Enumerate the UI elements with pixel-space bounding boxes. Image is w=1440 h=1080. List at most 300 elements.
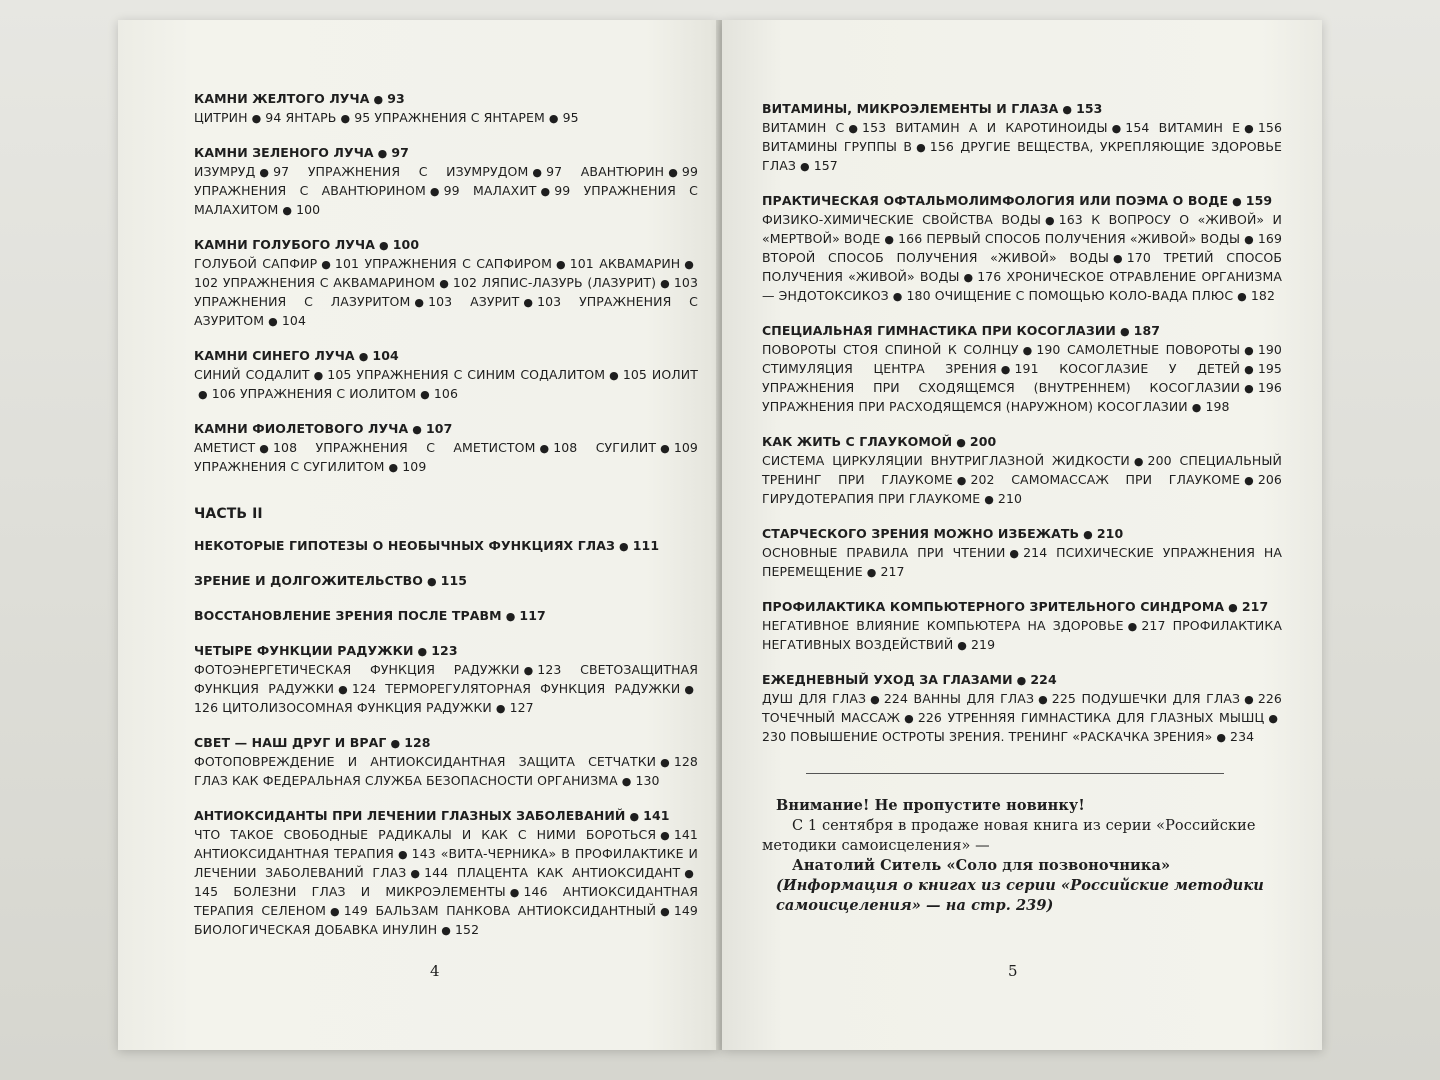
entry-page: 214 [1023, 545, 1048, 560]
bullet-icon: ● [340, 112, 351, 125]
entry-page: 182 [1250, 288, 1276, 303]
bullet-icon: ● [660, 756, 670, 769]
section-page: 153 [1076, 101, 1103, 116]
bullet-icon: ● [1111, 122, 1122, 135]
entry-page: 109 [673, 440, 698, 455]
toc-section [194, 90, 698, 128]
bullet-icon: ● [660, 905, 670, 918]
toc-entry [223, 275, 477, 290]
section-title: ВОССТАНОВЛЕНИЕ ЗРЕНИЯ ПОСЛЕ ТРАВМ [194, 608, 502, 623]
toc-entry [762, 212, 1083, 227]
right-page-number: 5 [1008, 962, 1018, 980]
bullet-icon: ● [984, 493, 994, 506]
toc-section [194, 420, 698, 477]
entry-title: УПРАЖНЕНИЯ С ИОЛИТОМ [239, 386, 417, 401]
bullet-icon: ● [956, 436, 966, 449]
section-items [194, 826, 698, 940]
bullet-icon: ● [426, 575, 437, 588]
toc-entry [316, 440, 578, 455]
bullet-icon: ● [495, 702, 506, 715]
right-page [722, 20, 1322, 1050]
bullet-icon: ● [1244, 363, 1254, 376]
entry-title: УПРАЖНЕНИЯ С САПФИРОМ [364, 256, 552, 271]
entry-title: СУГИЛИТ [595, 440, 657, 455]
bullet-icon: ● [957, 639, 967, 652]
bullet-icon: ● [963, 271, 974, 284]
toc-entry [308, 164, 562, 179]
bullet-icon: ● [1216, 731, 1227, 744]
section-heading [194, 537, 698, 556]
entry-title: «ВИТА-ЧЕРНИКА» В ПРОФИЛАКТИКЕ И ЛЕЧЕНИИ ЗАБОЛЕВАНИЙ ГЛАЗ [194, 846, 698, 880]
left-page [118, 20, 718, 1050]
entry-page: 154 [1125, 120, 1150, 135]
entry-title: ГИРУДОТЕРАПИЯ ПРИ ГЛАУКОМЕ [762, 491, 981, 506]
bullet-icon: ● [441, 924, 451, 937]
section-heading [194, 807, 698, 826]
bullet-icon: ● [390, 737, 401, 750]
section-heading [194, 236, 698, 255]
entry-title: ТЕРМОРЕГУЛЯТОРНАЯ ФУНКЦИЯ РАДУЖКИ [385, 681, 681, 696]
toc-entry [473, 183, 570, 198]
section-heading [762, 671, 1282, 690]
entry-title: УТРЕННЯЯ ГИМНАСТИКА ДЛЯ ГЛАЗНЫХ МЫШЦ [947, 710, 1265, 725]
bullet-icon: ● [417, 645, 428, 658]
bullet-icon: ● [540, 185, 551, 198]
entry-page: 226 [917, 710, 942, 725]
entry-page: 153 [862, 120, 887, 135]
toc-entry [762, 399, 1230, 414]
entry-title: ВИТАМИНЫ ГРУППЫ В [762, 139, 913, 154]
bullet-icon: ● [684, 683, 695, 696]
notice-author: Анатолий Ситель «Соло для позвоночника» [792, 857, 1171, 874]
entry-title: ЦИТОЛИЗОСОМНАЯ ФУНКЦИЯ РАДУЖКИ [222, 700, 492, 715]
entry-title: ПЕРВЫЙ СПОСОБ ПОЛУЧЕНИЯ «ЖИВОЙ» ВОДЫ [926, 231, 1241, 246]
bullet-icon: ● [1244, 474, 1254, 487]
part-title: ЧАСТЬ II [194, 506, 263, 522]
section-title: ВИТАМИНЫ, МИКРОЭЛЕМЕНТЫ И ГЛАЗА [762, 101, 1059, 116]
bullet-icon: ● [420, 388, 430, 401]
entry-page: 166 [898, 231, 923, 246]
section-items [194, 163, 698, 220]
entry-title: КОСОГЛАЗИЕ У ДЕТЕЙ [1059, 361, 1241, 376]
toc-entry [240, 386, 458, 401]
bullet-icon: ● [1244, 344, 1254, 357]
entry-page: 156 [929, 139, 954, 154]
entry-title: АЗУРИТ [470, 294, 520, 309]
entry-title: ПРОФИЛАКТИКА НЕГАТИВНЫХ ВОЗДЕЙСТВИЙ [762, 618, 1282, 652]
bullet-icon: ● [1000, 363, 1011, 376]
section-title: ПРОФИЛАКТИКА КОМПЬЮТЕРНОГО ЗРИТЕЛЬНОГО СИНДРОМА [762, 599, 1225, 614]
entry-title: ПСИХИЧЕСКИЕ УПРАЖНЕНИЯ НА ПЕРЕМЕЩЕНИЕ [762, 545, 1282, 579]
entry-title: АНТИОКСИДАНТНАЯ ТЕРАПИЯ СЕЛЕНОМ [194, 884, 699, 918]
toc-entry [1067, 342, 1282, 357]
toc-entry [1011, 472, 1282, 487]
toc-entry [762, 380, 1282, 395]
entry-page: 126 [194, 700, 219, 715]
section-heading [194, 607, 698, 626]
section-page: 104 [372, 348, 399, 363]
bullet-icon: ● [904, 712, 914, 725]
entry-title: ГОЛУБОЙ САПФИР [194, 256, 318, 271]
bullet-icon: ● [1244, 122, 1254, 135]
toc-entry [895, 120, 1149, 135]
entry-title: ПОВЫШЕНИЕ ОСТРОТЫ ЗРЕНИЯ. ТРЕНИНГ «РАСКАЧКА ЗРЕНИЯ» [790, 729, 1213, 744]
section-items [762, 544, 1282, 582]
bullet-icon: ● [268, 315, 278, 328]
section-title: КАМНИ СИНЕГО ЛУЧА [194, 348, 355, 363]
entry-title: ТОЧЕЧНЫЙ МАССАЖ [762, 710, 901, 725]
toc-entry [1059, 361, 1282, 376]
bullet-icon: ● [619, 540, 629, 553]
toc-entry [376, 903, 699, 918]
entry-title: АКВАМАРИН [599, 256, 681, 271]
entry-title: СПЕЦИАЛЬНЫЙ ТРЕНИНГ ПРИ ГЛАУКОМЕ [762, 453, 1283, 487]
toc-entry [914, 691, 1076, 706]
toc-entry [194, 256, 359, 271]
bullet-icon: ● [1244, 233, 1254, 246]
toc-section [194, 144, 698, 220]
entry-title: ДРУГИЕ ВЕЩЕСТВА, УКРЕПЛЯЮЩИЕ ЗДОРОВЬЕ ГЛАЗ [762, 139, 1283, 173]
section-title: АНТИОКСИДАНТЫ ПРИ ЛЕЧЕНИИ ГЛАЗНЫХ ЗАБОЛЕВАНИЙ [194, 808, 626, 823]
right-toc [762, 100, 1282, 916]
bullet-icon: ● [1244, 382, 1254, 395]
section-title: ЕЖЕДНЕВНЫЙ УХОД ЗА ГЛАЗАМИ [762, 672, 1013, 687]
entry-page: 234 [1230, 729, 1255, 744]
toc-entry [762, 139, 954, 154]
bullet-icon: ● [259, 166, 270, 179]
bullet-icon: ● [505, 610, 516, 623]
left-toc [194, 90, 698, 956]
bullet-icon: ● [330, 905, 340, 918]
entry-page: 106 [433, 386, 459, 401]
section-heading [194, 642, 698, 661]
entry-title: ВИТАМИН Е [1158, 120, 1241, 135]
bullet-icon: ● [410, 867, 421, 880]
entry-page: 190 [1257, 342, 1282, 357]
section-title: СПЕЦИАЛЬНАЯ ГИМНАСТИКА ПРИ КОСОГЛАЗИИ [762, 323, 1116, 338]
entry-page: 190 [1036, 342, 1061, 357]
section-items [762, 119, 1282, 176]
bullet-icon: ● [629, 810, 640, 823]
toc-entry [194, 459, 426, 474]
bullet-icon: ● [414, 296, 425, 309]
toc-entry [194, 367, 351, 382]
entry-title: ЧТО ТАКОЕ СВОБОДНЫЕ РАДИКАЛЫ И КАК С НИМИ БОРОТЬСЯ [194, 827, 657, 842]
entry-title: АМЕТИСТ [194, 440, 256, 455]
bullet-icon: ● [313, 369, 324, 382]
entry-title: СТИМУЛЯЦИЯ ЦЕНТРА ЗРЕНИЯ [762, 361, 997, 376]
entry-page: 200 [1147, 453, 1172, 468]
entry-page: 195 [1257, 361, 1282, 376]
toc-entry [356, 367, 647, 382]
bullet-icon: ● [866, 566, 877, 579]
entry-page: 95 [562, 110, 579, 125]
section-title: КАМНИ ГОЛУБОГО ЛУЧА [194, 237, 376, 252]
entry-page: 176 [977, 269, 1002, 284]
entry-page: 95 [354, 110, 371, 125]
entry-title: ЦИТРИН [194, 110, 248, 125]
section-title: НЕКОТОРЫЕ ГИПОТЕЗЫ О НЕОБЫЧНЫХ ФУНКЦИЯХ ГЛАЗ [194, 538, 616, 553]
bullet-icon: ● [684, 258, 694, 271]
section-items [762, 690, 1282, 747]
bullet-icon: ● [259, 442, 269, 455]
toc-entry [762, 491, 1022, 506]
entry-page: 94 [265, 110, 282, 125]
entry-title: ОЧИЩЕНИЕ С ПОМОЩЬЮ КОЛО-ВАДА ПЛЮС [934, 288, 1234, 303]
section-page: 93 [387, 91, 405, 106]
entry-title: К ВОПРОСУ О «ЖИВОЙ» И «МЕРТВОЙ» ВОДЕ [762, 212, 1282, 246]
bullet-icon: ● [251, 112, 262, 125]
section-heading [762, 100, 1282, 119]
toc-entry [926, 231, 1282, 246]
bullet-icon: ● [1244, 693, 1254, 706]
toc-entry [374, 110, 578, 125]
section-title: ЗРЕНИЕ И ДОЛГОЖИТЕЛЬСТВО [194, 573, 423, 588]
bullet-icon: ● [916, 141, 926, 154]
entry-page: 103 [537, 294, 562, 309]
entry-page: 102 [194, 275, 219, 290]
bullet-icon: ● [388, 461, 399, 474]
entry-title: УПРАЖНЕНИЯ С ЛАЗУРИТОМ [194, 294, 411, 309]
bullet-icon: ● [1119, 325, 1130, 338]
toc-section [762, 100, 1282, 176]
entry-title: УПРАЖНЕНИЯ ПРИ СХОДЯЩЕМСЯ (ВНУТРЕННЕМ) КОСОГЛАЗИИ [762, 380, 1241, 395]
section-heading [762, 525, 1282, 544]
bullet-icon: ● [548, 112, 559, 125]
toc-entry [762, 691, 908, 706]
bullet-icon: ● [397, 848, 408, 861]
entry-title: СИСТЕМА ЦИРКУЛЯЦИИ ВНУТРИГЛАЗНОЙ ЖИДКОСТИ [762, 453, 1130, 468]
section-heading [762, 192, 1282, 211]
toc-entry [762, 453, 1172, 468]
entry-page: 198 [1205, 399, 1230, 414]
entry-page: 226 [1257, 691, 1282, 706]
entry-title: ТРЕТИЙ СПОСОБ ПОЛУЧЕНИЯ «ЖИВОЙ» ВОДЫ [762, 250, 1283, 284]
toc-section [194, 642, 698, 718]
entry-page: 169 [1257, 231, 1283, 246]
bullet-icon: ● [800, 160, 810, 173]
entry-page: 101 [334, 256, 360, 271]
section-items [194, 109, 698, 128]
toc-entry [762, 342, 1061, 357]
bullet-icon: ● [1044, 214, 1055, 227]
section-page: 115 [440, 573, 468, 588]
section-title: СВЕТ — НАШ ДРУГ И ВРАГ [194, 735, 387, 750]
section-heading [762, 598, 1282, 617]
entry-title: ПОДУШЕЧКИ ДЛЯ ГЛАЗ [1081, 691, 1241, 706]
entry-title: ВИТАМИН С [762, 120, 845, 135]
entry-page: 109 [402, 459, 427, 474]
entry-page: 217 [1141, 618, 1166, 633]
bullet-icon: ● [1228, 601, 1238, 614]
section-page: 123 [431, 643, 458, 658]
entry-page: 144 [424, 865, 449, 880]
bullet-icon: ● [321, 258, 331, 271]
notice-body: С 1 сентября в продаже новая книга из серии «Российские методики самоисцеления» — [762, 818, 1256, 854]
toc-entry [762, 120, 886, 135]
bullet-icon: ● [660, 442, 670, 455]
entry-title: СВЕТОЗАЩИТНАЯ ФУНКЦИЯ РАДУЖКИ [194, 662, 699, 696]
divider-rule [806, 773, 1224, 774]
toc-section [762, 322, 1282, 417]
entry-page: 127 [509, 700, 534, 715]
section-title: КАМНИ ЗЕЛЕНОГО ЛУЧА [194, 145, 374, 160]
section-page: 224 [1030, 672, 1057, 687]
toc-section [194, 807, 698, 940]
entry-title: БИОЛОГИЧЕСКАЯ ДОБАВКА ИНУЛИН [194, 922, 438, 937]
toc-entry [194, 294, 452, 309]
toc-section [194, 607, 698, 626]
toc-entry [762, 361, 1039, 376]
entry-page: 99 [554, 183, 571, 198]
section-heading [762, 433, 1282, 452]
entry-page: 145 [194, 884, 219, 899]
toc-entry [194, 754, 698, 769]
toc-entry [762, 710, 942, 725]
section-page: 128 [404, 735, 431, 750]
left-sections-part2 [194, 537, 698, 940]
section-items [762, 211, 1282, 306]
bullet-icon: ● [412, 423, 422, 436]
section-page: 200 [969, 434, 997, 449]
entry-title: БОЛЕЗНИ ГЛАЗ И МИКРОЭЛЕМЕНТЫ [233, 884, 506, 899]
bullet-icon: ● [1113, 252, 1123, 265]
bullet-icon: ● [1009, 547, 1020, 560]
toc-entry [194, 827, 698, 842]
entry-page: 97 [546, 164, 563, 179]
section-page: 117 [519, 608, 546, 623]
toc-entry [790, 729, 1254, 744]
entry-title: УПРАЖНЕНИЯ С СУГИЛИТОМ [194, 459, 385, 474]
section-items [762, 341, 1282, 417]
bullet-icon: ● [1268, 712, 1279, 725]
section-title: КАК ЖИТЬ С ГЛАУКОМОЙ [762, 434, 953, 449]
entry-page: 217 [880, 564, 905, 579]
section-page: 111 [632, 538, 660, 553]
entry-title: ФОТОЭНЕРГЕТИЧЕСКАЯ ФУНКЦИЯ РАДУЖКИ [194, 662, 520, 677]
entry-page: 105 [327, 367, 352, 382]
entry-page: 106 [211, 386, 236, 401]
bullet-icon: ● [684, 867, 694, 880]
toc-section [762, 192, 1282, 306]
new-book-notice [762, 796, 1282, 916]
toc-section [194, 537, 698, 556]
bullet-icon: ● [1237, 290, 1247, 303]
entry-title: ЛЯПИС-ЛАЗУРЬ (ЛАЗУРИТ) [481, 275, 657, 290]
toc-entry [1159, 120, 1282, 135]
entry-title: УПРАЖНЕНИЯ С МАЛАХИТОМ [194, 183, 698, 217]
section-items [194, 753, 698, 791]
entry-page: 219 [970, 637, 996, 652]
entry-page: 202 [970, 472, 995, 487]
entry-page: 99 [681, 164, 698, 179]
entry-title: ВИТАМИН А И КАРОТИНОИДЫ [895, 120, 1108, 135]
entry-title: МАЛАХИТ [472, 183, 537, 198]
section-page: 187 [1133, 323, 1161, 338]
section-title: ПРАКТИЧЕСКАЯ ОФТАЛЬМОЛИМФОЛОГИЯ ИЛИ ПОЭМА О ВОДЕ [762, 193, 1229, 208]
notice-info: (Информация о книгах из серии «Российские методики самоисцеления» — на стр. 239) [776, 877, 1264, 914]
section-items [762, 617, 1282, 655]
entry-page: 157 [813, 158, 838, 173]
section-heading [762, 322, 1282, 341]
bullet-icon: ● [1133, 455, 1144, 468]
section-items [194, 661, 698, 718]
bullet-icon: ● [282, 204, 293, 217]
bullet-icon: ● [429, 185, 440, 198]
toc-entry [470, 294, 561, 309]
entry-page: 143 [411, 846, 436, 861]
entry-page: 100 [296, 202, 321, 217]
entry-title: УПРАЖНЕНИЯ С СИНИМ СОДАЛИТОМ [356, 367, 606, 382]
entry-page: 101 [569, 256, 594, 271]
toc-entry [194, 110, 281, 125]
entry-page: 196 [1257, 380, 1282, 395]
entry-title: ФОТОПОВРЕЖДЕНИЕ И АНТИОКСИДАНТНАЯ ЗАЩИТА СЕТЧАТКИ [194, 754, 657, 769]
entry-title: ГЛАЗ КАК ФЕДЕРАЛЬНАЯ СЛУЖБА БЕЗОПАСНОСТИ ОРГАНИЗМА [194, 773, 618, 788]
bullet-icon: ● [621, 775, 632, 788]
toc-entry [194, 846, 436, 861]
toc-entry [482, 275, 698, 290]
bullet-icon: ● [1038, 693, 1048, 706]
entry-page: 128 [673, 754, 698, 769]
bullet-icon: ● [1232, 195, 1242, 208]
entry-page: 108 [273, 440, 298, 455]
bullet-icon: ● [848, 122, 859, 135]
section-heading [194, 572, 698, 591]
section-heading [194, 420, 698, 439]
bullet-icon: ● [338, 683, 348, 696]
entry-title: БАЛЬЗАМ ПАНКОВА АНТИОКСИДАНТНЫЙ [375, 903, 657, 918]
notice-title: Внимание! Не пропустите новинку! [776, 797, 1085, 814]
toc-section [762, 433, 1282, 509]
entry-page: 104 [281, 313, 307, 328]
left-sections-top [194, 90, 698, 477]
toc-entry [762, 618, 1166, 633]
entry-page: 224 [883, 691, 909, 706]
entry-page: 97 [273, 164, 290, 179]
entry-title: ИОЛИТ [651, 367, 698, 382]
bullet-icon: ● [523, 664, 534, 677]
toc-entry [1081, 691, 1282, 706]
entry-title: ХРОНИЧЕСКОЕ ОТРАВЛЕНИЕ ОРГАНИЗМА — ЭНДОТОКСИКОЗ [762, 269, 1282, 303]
toc-entry [762, 545, 1047, 560]
entry-page: 191 [1014, 361, 1039, 376]
right-sections [762, 100, 1282, 747]
section-page: 210 [1096, 526, 1124, 541]
toc-entry [364, 256, 593, 271]
entry-title: ВТОРОЙ СПОСОБ ПОЛУЧЕНИЯ «ЖИВОЙ» ВОДЫ [762, 250, 1110, 265]
toc-entry [194, 773, 660, 788]
entry-title: УПРАЖНЕНИЯ ПРИ РАСХОДЯЩЕМСЯ (НАРУЖНОМ) КОСОГЛАЗИИ [762, 399, 1188, 414]
entry-page: 108 [553, 440, 578, 455]
bullet-icon: ● [532, 166, 543, 179]
toc-section [762, 671, 1282, 747]
section-page: 159 [1245, 193, 1273, 208]
toc-entry [194, 440, 297, 455]
entry-title: ИЗУМРУД [194, 164, 256, 179]
section-title: КАМНИ ЖЕЛТОГО ЛУЧА [194, 91, 370, 106]
entry-title: АВАНТЮРИН [580, 164, 665, 179]
bullet-icon: ● [956, 474, 967, 487]
toc-entry [222, 700, 534, 715]
entry-page: 141 [673, 827, 698, 842]
entry-page: 152 [454, 922, 480, 937]
entry-page: 180 [906, 288, 931, 303]
toc-section [194, 572, 698, 591]
entry-page: 230 [762, 729, 787, 744]
entry-page: 123 [537, 662, 562, 677]
bullet-icon: ● [1127, 620, 1138, 633]
